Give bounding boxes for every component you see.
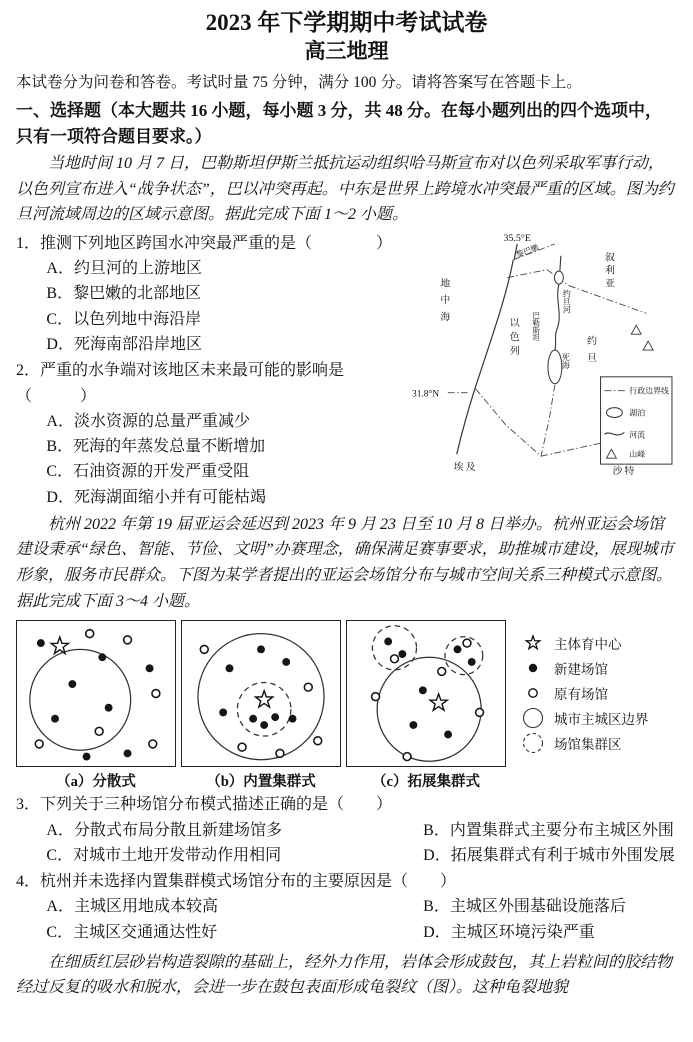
q3-option-d: D．拓展集群式有利于城市外围发展 [423,846,675,864]
label-israel: 以色列 [507,317,519,359]
q3-option-a: A．分散式布局分散且新建场馆多 [46,821,282,839]
q1-option-c: C．以色列地中海沿岸 [46,310,202,328]
legend-label: 新建场馆 [554,661,608,677]
dead-sea-shape [548,350,562,384]
label-egypt: 埃及 [453,462,478,474]
label-mediterranean: 地中海 [438,277,450,329]
panel-b-caption: （b）内置集群式 [206,774,316,791]
q3-option-b: B．内置集群式主要分布主城区外围 [423,821,674,839]
question-3-stem: 3．下列关于三种场馆分布模式描述正确的是（ ） [16,796,393,814]
passage-3: 在细质红层砂岩构造裂隙的基础上，经外力作用，岩体会形成鼓包，其上岩粒间的胶结物经过反复的吸水和脱水，会进一步在鼓包表面形成龟裂纹（图）。这种龟裂地貌 [16,953,673,997]
jordan-map-svg [409,230,677,480]
page-title: 2023 年下学期期中考试试卷 [205,10,488,35]
question-2-stem: 2．严重的水争端对该地区未来最可能的影响是（ ） [16,362,345,405]
q4-option-a: A．主城区用地成本较高 [46,898,218,916]
legend-old-venue [517,680,677,705]
panel-expanded-cluster [346,620,506,791]
lake-icon [606,408,622,418]
panel-embedded-cluster [181,620,341,791]
map-legend-label: 河流 [629,430,646,440]
q4-option-b: B．主城区外围基础设施落后 [423,898,626,916]
q3-option-c: C．对城市土地开发带动作用相同 [46,846,282,864]
label-palestine: 巴勒斯坦 [531,311,541,342]
open-dot-icon [517,683,549,703]
panel-a-caption: （a）分散式 [56,774,136,791]
panel-c-caption: （c）拓展集群式 [372,774,480,791]
jordan-river-region-map [409,230,677,510]
question-1-stem: 1．推测下列地区跨国水冲突最严重的是（ ） [16,234,393,252]
question-4-stem: 4．杭州并未选择内置集群模式场馆分布的主要原因是（ ） [16,873,457,891]
question-3 [16,792,677,868]
panel-dispersed [16,620,176,791]
panel-embedded-diagram [181,620,341,767]
label-lebanon: 黎巴嫩 [514,242,541,260]
passage-1: 当地时间 10 月 7 日，巴勒斯坦伊斯兰抵抗运动组织哈马斯宣布对以色列采取军事行动，以色列宣布进入“战争状态”，巴以冲突再起。中东是世界上跨境水冲突最严重的区域。图为约旦河流域周边的区域示意图。据此完成下面 1～2 小题。 [16,155,674,224]
q4-option-d: D．主城区环境污染严重 [423,923,595,941]
panel-dispersed-diagram [16,620,176,767]
questions-1-2-column [16,230,409,510]
map-legend-label: 湖泊 [629,408,646,418]
peak-icon [643,341,653,350]
q4-option-c: C．主城区交通通达性好 [46,923,218,941]
filled-dot-icon [517,658,549,678]
peak-icon [631,325,641,334]
map-legend [601,377,672,464]
q1-option-b: B．黎巴嫩的北部地区 [46,285,202,303]
section1-header: 一、选择题（本大题共 16 小题，每小题 3 分，共 48 分。在每小题列出的四个选项中，只有一项符合题目要求。） [16,101,662,146]
passage-2: 杭州 2022 年第 19 届亚运会延迟到 2023 年 9 月 23 日至 10 月 8 日举办。杭州亚运会场馆建设秉承“绿色、智能、节俭、文明”办赛理念，确保满足赛事要求，助推城市建设，展现城市形象，服务市民群众。下图为某学者提出的亚运会场馆分布与城市空间关系三种模式示意图。据此完成下面 3～4 小题。 [16,515,674,610]
question-3-options [16,818,677,869]
question-2 [16,358,405,510]
map-lat-label: 31.8°N [412,389,440,400]
q2-option-c: C．石油资源的开发严重受阻 [46,463,250,481]
page-subtitle: 高三地理 [304,38,389,63]
legend-label: 场馆集群区 [554,736,622,752]
map-lon-label: 35.5°E [503,232,531,244]
legend-city-boundary [517,705,677,730]
label-jordan-river: 约旦河 [562,289,572,314]
question-4-options [16,894,677,945]
map-legend-label: 行政边界线 [629,386,669,396]
panel-expanded-diagram [346,620,506,767]
legend-label: 主体育中心 [554,636,622,652]
jordan-river-upper [560,256,561,271]
q2-option-a: A．淡水资源的总量严重减少 [46,412,250,430]
legend-cluster-zone [517,730,677,755]
circle-outline-icon [517,706,549,730]
label-jordan: 约旦 [585,335,597,369]
label-syria: 叙利亚 [602,251,614,291]
dashed-circle-icon [517,731,549,755]
exam-instructions: 本试卷分为问卷和答卷。考试时量 75 分钟，满分 100 分。请将答案写在答题卡上。 [16,74,582,92]
coastline [457,260,514,454]
venue-figure-legend [511,620,677,755]
q1-option-d: D．死海南部沿岸地区 [46,336,202,353]
legend-new-venue [517,655,677,680]
legend-label: 原有场馆 [554,686,608,702]
q2-option-d: D．死海湖面缩小并有可能枯竭 [46,488,266,506]
venue-distribution-figure [16,620,677,791]
q1-option-a: A．约旦河的上游地区 [46,260,202,278]
label-saudi: 沙特 [612,465,637,477]
question-1 [16,231,405,357]
question-4 [16,869,677,945]
legend-main-stadium [517,630,677,655]
star-icon [517,633,549,653]
jordan-river [555,285,559,350]
lake-galilee [554,271,563,284]
legend-label: 城市主城区边界 [554,711,649,727]
map-legend-label: 山峰 [629,450,646,460]
q2-option-b: B．死海的年蒸发总量不断增加 [46,438,266,456]
questions-1-2-with-map [16,230,677,510]
label-dead-sea: 死海 [561,352,571,369]
